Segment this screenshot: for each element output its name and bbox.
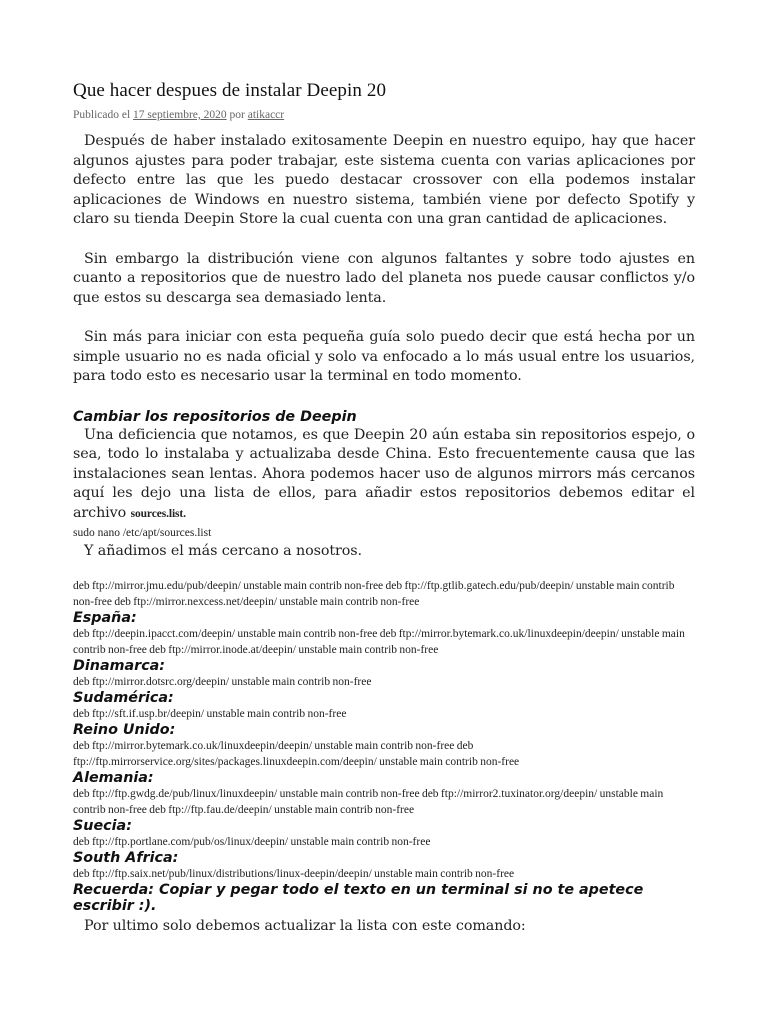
post-title: Que hacer despues de instalar Deepin 20: [73, 80, 387, 101]
paragraph-missing: Sin embargo la distribución viene con algunos faltantes y sobre todo ajustes en cuanto a repositorios que de nuestro lado del planeta nos puede causar conflictos y/o que estos su descarga sea demasiado lenta.: [73, 250, 695, 306]
add-nearest-text: Y añadimos el más cercano a nosotros.: [84, 543, 362, 559]
meta-por-label: por: [229, 109, 245, 121]
region-mirrors-sweden: deb ftp://ftp.portlane.com/pub/os/linux/deepin/ unstable main contrib non-free: [73, 835, 431, 848]
region-heading-denmark: Dinamarca:: [73, 657, 166, 674]
region-mirrors-uk: deb ftp://mirror.bytemark.co.uk/linuxdeepin/deepin/ unstable main contrib non-free deb ftp://ftp.mirrorservice.org/sites/packages.linuxdeepin.com/deepin/ unstable main contrib non-free: [73, 739, 520, 768]
author-link[interactable]: atikaccr: [247, 109, 285, 121]
paragraph-intro: Después de haber instalado exitosamente Deepin en nuestro equipo, hay que hacer algunos ajustes para poder trabajar, este sistema cuenta con varias aplicaciones por defecto entre las que les puedo destacar crossover con ella podemos instalar aplicaciones de Windows en nuestro sistema, también viene por defecto Spotify y claro su tienda Deepin Store la cual cuenta con una gran cantidad de aplicaciones.: [73, 133, 695, 227]
mirrors-default: deb ftp://mirror.jmu.edu/pub/deepin/ unstable main contrib non-free deb ftp://ftp.gtlib.gatech.edu/pub/deepin/ unstable main contrib non-free deb ftp://mirror.nexcess.net/deepin/ unstable main contrib non-free: [73, 579, 675, 608]
region-heading-south-africa: South Africa:: [73, 849, 179, 866]
region-heading-uk: Reino Unido:: [73, 721, 176, 738]
region-mirrors-south-africa: deb ftp://ftp.saix.net/pub/linux/distributions/linux-deepin/deepin/ unstable main contrib non-free: [73, 867, 515, 880]
region-mirrors-south-america: deb ftp://sft.if.usp.br/deepin/ unstable main contrib non-free: [73, 707, 347, 720]
region-heading-sweden: Suecia:: [73, 817, 132, 834]
sources-list-filename: sources.list.: [130, 507, 186, 520]
edit-sources-command: sudo nano /etc/apt/sources.list: [73, 527, 212, 539]
region-mirrors-spain: deb ftp://deepin.ipacct.com/deepin/ unstable main contrib non-free deb ftp://mirror.bytemark.co.uk/linuxdeepin/deepin/ unstable main contrib non-free deb ftp://mirror.inode.at/deepin/ unstable main contrib non-free: [73, 627, 685, 656]
meta-published-label: Publicado el: [73, 109, 131, 121]
post-meta: [73, 109, 695, 121]
section-heading: Cambiar los repositorios de Deepin: [73, 408, 357, 425]
region-mirrors-denmark: deb ftp://mirror.dotsrc.org/deepin/ unstable main contrib non-free: [73, 675, 372, 688]
section-intro: [73, 426, 695, 525]
paragraph-guide: Sin más para iniciar con esta pequeña guía solo puedo decir que está hecha por un simple usuario no es nada oficial y solo va enfocado a lo más usual entre los usuarios, para todo esto es necesario usar la terminal en todo momento.: [73, 329, 695, 384]
post-date-link[interactable]: 17 septiembre, 2020: [133, 109, 227, 121]
reminder-note: Recuerda: Copiar y pegar todo el texto en un terminal si no te apetece escribir :).: [73, 881, 644, 914]
region-heading-south-america: Sudamérica:: [73, 689, 174, 706]
region-heading-germany: Alemania:: [73, 769, 154, 786]
region-heading-spain: España:: [73, 609, 137, 626]
final-paragraph: Por ultimo solo debemos actualizar la lista con este comando:: [84, 917, 526, 934]
region-mirrors-germany: deb ftp://ftp.gwdg.de/pub/linux/linuxdeepin/ unstable main contrib non-free deb ftp://mirror2.tuxinator.org/deepin/ unstable main contrib non-free deb ftp://ftp.fau.de/deepin/ unstable main contrib non-free: [73, 787, 664, 816]
section-intro-text: Una deficiencia que notamos, es que Deepin 20 aún estaba sin repositorios espejo, o sea, todo lo instalaba y actualizaba desde China. Esto frecuentemente causa que las instalaciones sean lentas. Ahora podemos hacer uso de algunos mirrors más cercanos aquí les dejo una lista de ellos, para añadir estos repositorios debemos editar el archivo: [73, 426, 695, 521]
article: [73, 80, 695, 936]
